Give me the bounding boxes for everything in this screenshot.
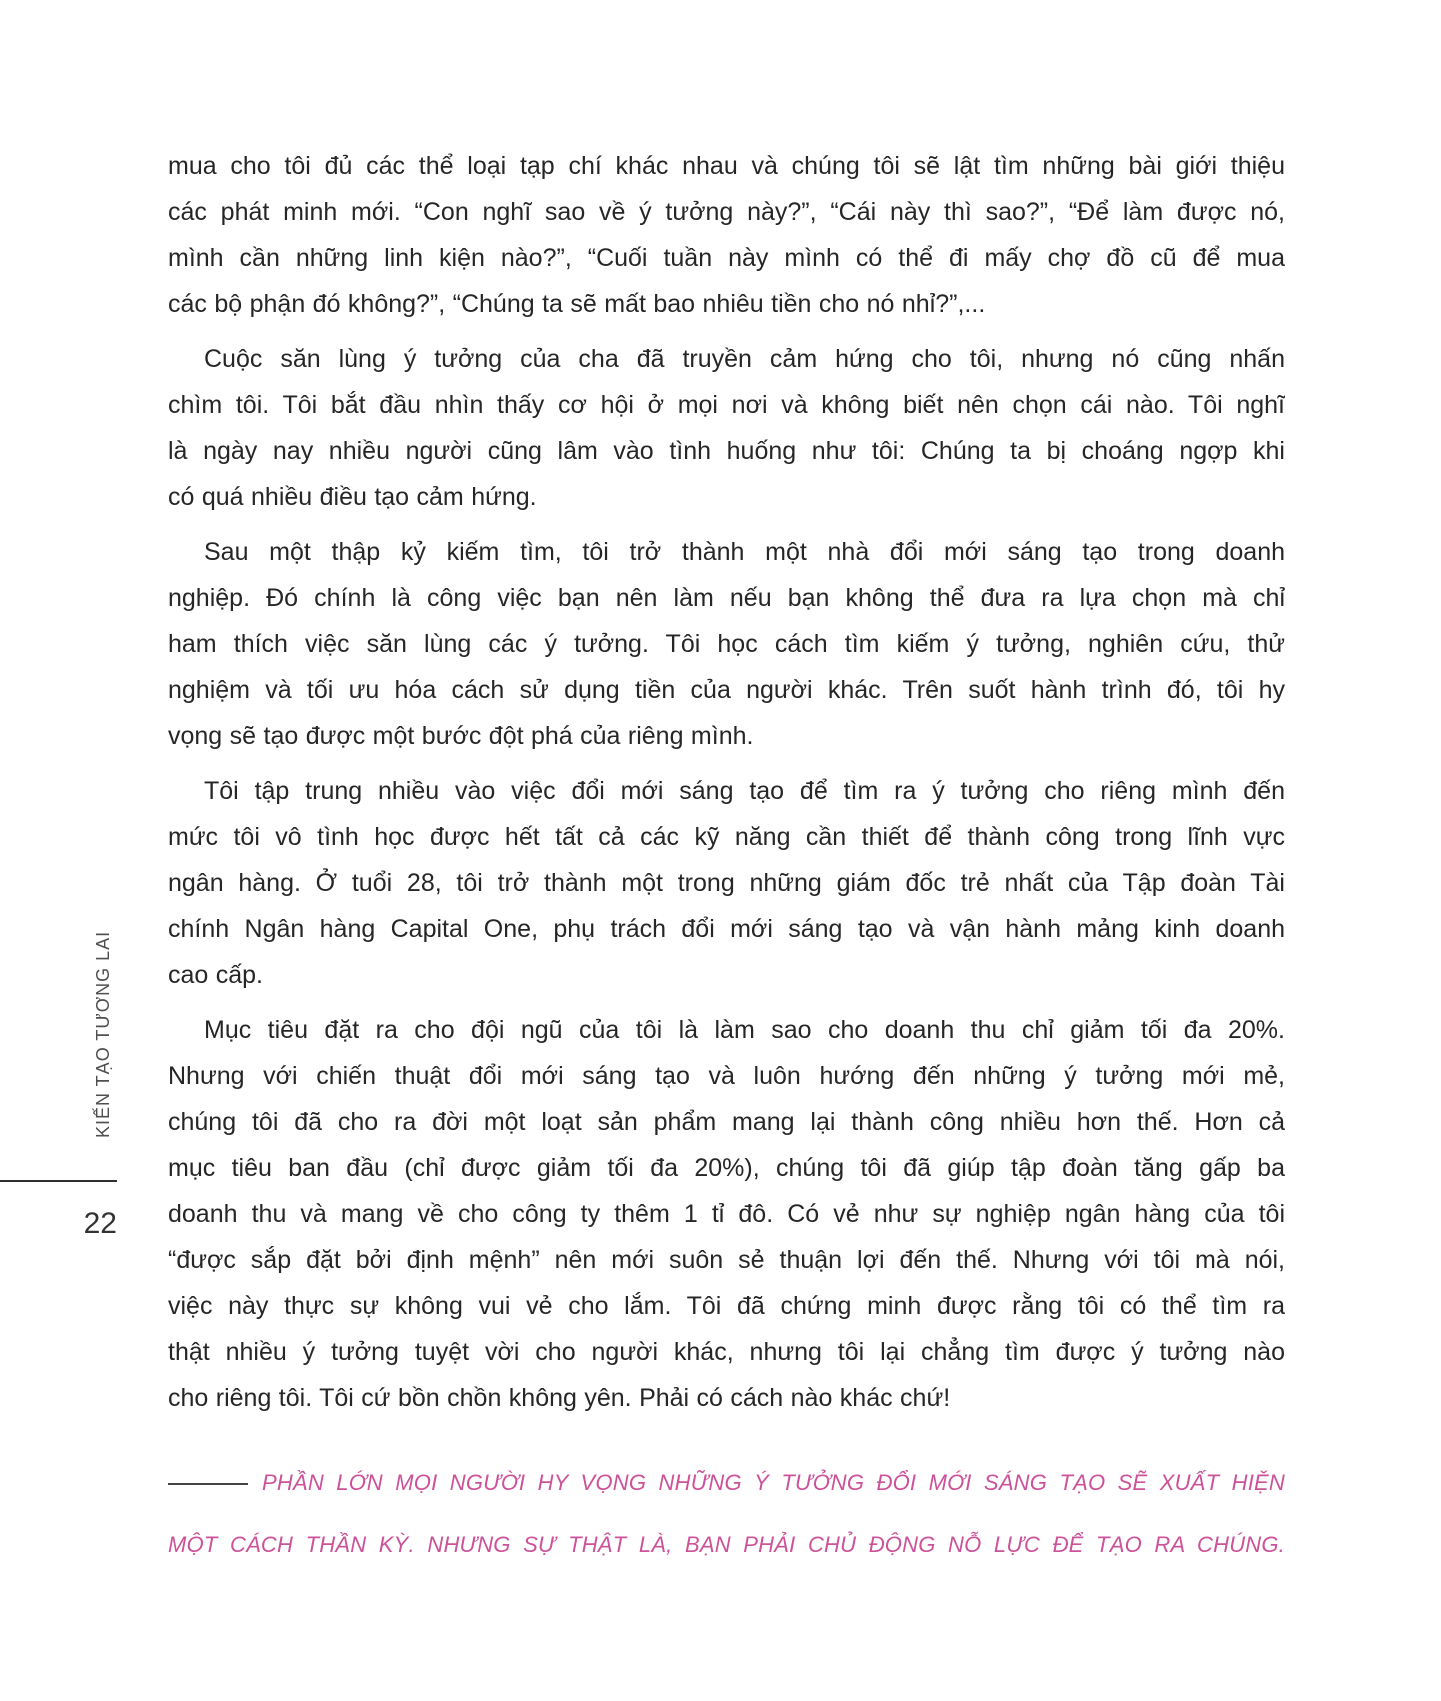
text-line: việc này thực sự không vui vẻ cho lắm. Tôi đã chứng minh được rằng tôi có thể tìm ra [168,1292,1285,1320]
pull-quote-line: MỘT CÁCH THẦN KỲ. NHƯNG SỰ THẬT LÀ, BẠN PHẢI CHỦ ĐỘNG NỖ LỰC ĐỂ TẠO RA CHÚNG. [168,1532,1285,1557]
text-line: là ngày nay nhiều người cũng lâm vào tình huống như tôi: Chúng ta bị choáng ngợp khi [168,437,1285,465]
page-number: 22 [83,1207,117,1240]
text-line: chính Ngân hàng Capital One, phụ trách đổi mới sáng tạo và vận hành mảng kinh doanh [168,915,1285,943]
paragraph [168,1007,1285,1421]
pull-quote [168,1452,1285,1576]
text-line: Mục tiêu đặt ra cho đội ngũ của tôi là làm sao cho doanh thu chỉ giảm tối đa 20%. [204,1016,1285,1044]
text-line: ham thích việc săn lùng các ý tưởng. Tôi học cách tìm kiếm ý tưởng, nghiên cứu, thử [168,630,1285,658]
text-line: mục tiêu ban đầu (chỉ được giảm tối đa 20%), chúng tôi đã giúp tập đoàn tăng gấp ba [168,1154,1285,1182]
text-line: cao cấp. [168,961,264,989]
paragraph [168,768,1285,998]
text-line: vọng sẽ tạo được một bước đột phá của riêng mình. [168,722,754,750]
text-line: nghiệp. Đó chính là công việc bạn nên làm nếu bạn không thể đưa ra lựa chọn mà chỉ [168,584,1285,612]
pull-quote-line [168,1452,1285,1514]
text-line: chìm tôi. Tôi bắt đầu nhìn thấy cơ hội ở mọi nơi và không biết nên chọn cái nào. Tôi nghĩ [168,391,1285,419]
text-line: mức tôi vô tình học được hết tất cả các kỹ năng cần thiết để thành công trong lĩnh vực [168,823,1285,851]
text-line: Cuộc săn lùng ý tưởng của cha đã truyền cảm hứng cho tôi, nhưng nó cũng nhấn [204,345,1285,373]
text-line: nghiệm và tối ưu hóa cách sử dụng tiền của người khác. Trên suốt hành trình đó, tôi hy [168,676,1285,704]
paragraph [168,529,1285,759]
text-line: ngân hàng. Ở tuổi 28, tôi trở thành một trong những giám đốc trẻ nhất của Tập đoàn Tài [168,869,1285,897]
text-line: các bộ phận đó không?”, “Chúng ta sẽ mất bao nhiêu tiền cho nó nhỉ?”,... [168,290,986,318]
text-line: Tôi tập trung nhiều vào việc đổi mới sáng tạo để tìm ra ý tưởng cho riêng mình đến [204,777,1285,805]
text-line: thật nhiều ý tưởng tuyệt vời cho người khác, nhưng tôi lại chẳng tìm được ý tưởng nào [168,1338,1285,1366]
body-text [168,143,1285,1430]
pull-quote-text: PHẦN LỚN MỌI NGƯỜI HY VỌNG NHỮNG Ý TƯỞNG ĐỔI MỚI SÁNG TẠO SẼ XUẤT HIỆN [262,1470,1285,1495]
text-line: cho riêng tôi. Tôi cứ bồn chồn không yên. Phải có cách nào khác chứ! [168,1384,951,1412]
text-line: “được sắp đặt bởi định mệnh” nên mới suôn sẻ thuận lợi đến thế. Nhưng với tôi mà nói, [168,1246,1285,1274]
text-line: mình cần những linh kiện nào?”, “Cuối tuần này mình có thể đi mấy chợ đồ cũ để mua [168,244,1285,272]
paragraph [168,336,1285,520]
paragraph [168,143,1285,327]
sidebar-divider [0,1180,117,1182]
text-line: doanh thu và mang về cho công ty thêm 1 tỉ đô. Có vẻ như sự nghiệp ngân hàng của tôi [168,1200,1285,1228]
text-line: Sau một thập kỷ kiếm tìm, tôi trở thành một nhà đổi mới sáng tạo trong doanh [204,538,1285,566]
book-title-vertical: KIẾN TẠO TƯƠNG LAI [93,930,113,1138]
text-line: mua cho tôi đủ các thể loại tạp chí khác nhau và chúng tôi sẽ lật tìm những bài giới thiệu [168,152,1285,180]
text-line: các phát minh mới. “Con nghĩ sao về ý tưởng này?”, “Cái này thì sao?”, “Để làm được nó, [168,198,1285,226]
quote-dash [168,1483,248,1485]
text-line: chúng tôi đã cho ra đời một loạt sản phẩm mang lại thành công nhiều hơn thế. Hơn cả [168,1108,1285,1136]
text-line: có quá nhiều điều tạo cảm hứng. [168,483,537,511]
text-line: Nhưng với chiến thuật đổi mới sáng tạo và luôn hướng đến những ý tưởng mới mẻ, [168,1062,1285,1090]
